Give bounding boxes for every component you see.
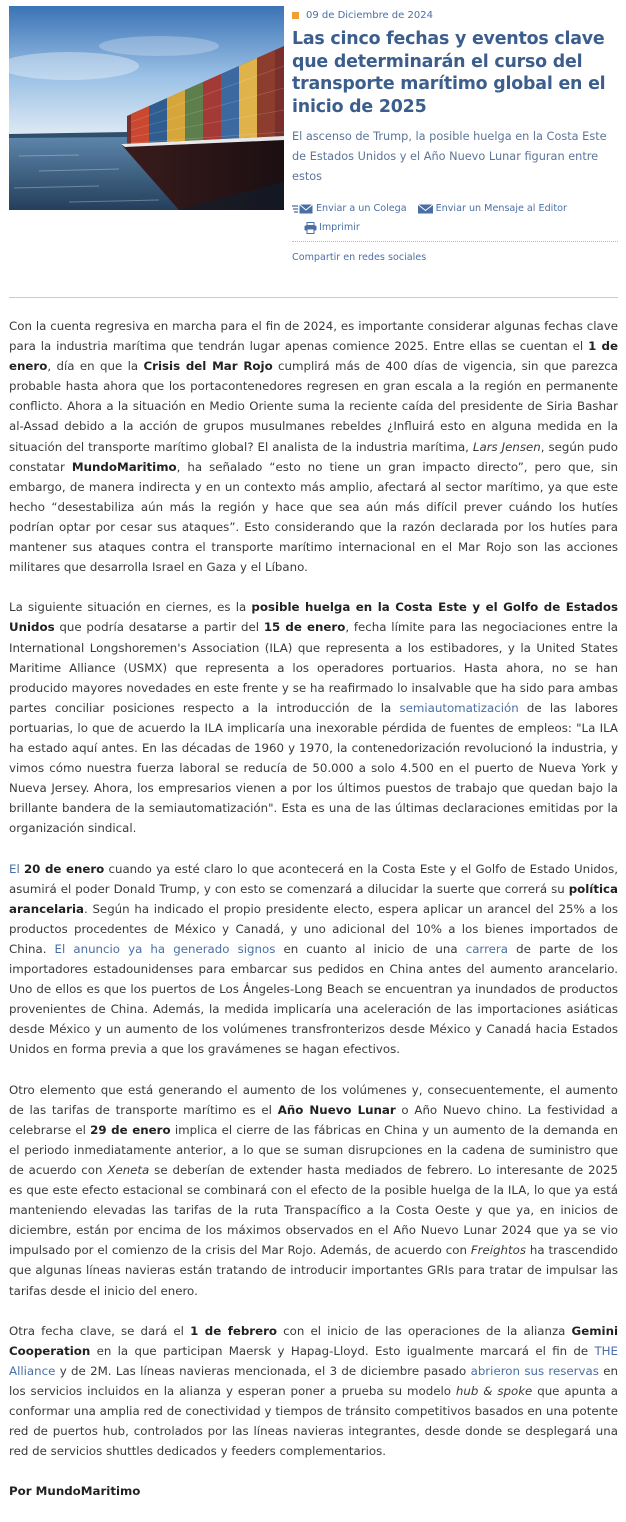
text-segment: de las labores portuarias, lo que de acuerdo la ILA implicaría una inexorable pérdida de fuentes de empleos: "La ILA ha estado aquí antes. En las décadas de 1960 y 1970, la contenedorización revolucionó la industria, y vimos cómo nuestra fuerza laboral se reducía de 50.000 a solo 4.500 en el puerto de Nueva York y Nueva Jersey. Ahora, los empresarios vienen a por los últimos puestos de trabajo que quedan bajo la brillante bandera de la semiautomatización". Esta es una de las últimas declaraciones emitidas por la organización sindical. [9, 700, 619, 836]
text-segment: que apunta a conformar una amplia red de conectividad y tiempos de tránsito competitivos basados en una potente red de puertos hub, controlados por las líneas navieras integrantes, desde donde se desplegará una red de servicios shuttles dedicados y feeders complementarios. [9, 1383, 618, 1459]
italic-text: Xeneta [107, 1162, 150, 1177]
send-editor-link[interactable] [417, 203, 567, 215]
inline-link[interactable]: carrera [465, 941, 509, 956]
send-editor-label: Enviar un Mensaje al Editor [435, 203, 567, 214]
actions-row-2 [292, 218, 618, 237]
inline-link[interactable]: THE Alliance [9, 1343, 618, 1378]
article-header [0, 0, 626, 280]
paragraph-3 [9, 859, 618, 1060]
italic-text: hub & spoke [455, 1383, 533, 1398]
paragraph-1 [9, 316, 618, 577]
byline: Por MundoMaritimo [9, 1484, 141, 1499]
paragraph-4 [9, 1080, 618, 1301]
text-segment: se deberían de extender hasta mediados de febrero. Lo interesante de 2025 es que este efecto estacional se combinará con el efecto de la posible huelga de la ILA, lo que ya está manteniendo elevadas las tarifas de la ruta Transpacífico a la Costa Oeste y que ya, en inicios de diciembre, están por encima de los máximos observados en el Año Nuevo Lunar 2024 que ya se vio impulsado por el comienzo de la crisis del Mar Rojo. Además, de acuerdo con [9, 1162, 618, 1258]
text-segment: , ha señalado “esto no tiene un gran impacto directo”, pero que, sin embargo, de manera indirecta y en un contexto más amplio, afectará al sector marítimo, ya que este hecho “desestabiliza aún más la región y hace que sea aún más difícil prever cuándo los hutíes podrían optar por cesar sus ataques”. Esto considerando que la razón declarada por los hutíes para mantener sus ataques contra el transporte marítimo internacional en el Mar Rojo son las acciones militares que desarrolla Israel en Gaza y el Líbano. [9, 459, 618, 575]
header-separator [9, 297, 618, 298]
container-ship-photo [9, 6, 284, 210]
article-meta [292, 8, 618, 263]
bold-text: Año Nuevo Lunar [277, 1102, 396, 1117]
send-colleague-icon [292, 203, 314, 215]
text-segment: implica el cierre de las fábricas en China y un aumento de la demanda en el periodo inmediatamente anterior, a lo que se suman disrupciones en la cadena de suministro que de acuerdo con [9, 1122, 619, 1177]
bold-text: MundoMaritimo [71, 459, 177, 474]
bold-text: 20 de enero [23, 861, 105, 876]
hero-image [9, 6, 284, 210]
bold-text: 1 de febrero [190, 1323, 278, 1338]
bold-text: política arancelaria [9, 881, 618, 916]
bold-text: Crisis del Mar Rojo [143, 359, 273, 374]
text-segment: cuando ya esté claro lo que acontecerá en la Costa Este y el Golfo de Estado Unidos, asumirá el poder Donald Trump, y con esto se comenzará a dilucidar la suerte que correrá su [9, 861, 618, 896]
send-colleague-link[interactable] [292, 203, 407, 215]
bold-text: 15 de enero [263, 620, 346, 635]
text-segment: en cuanto al inicio de una [275, 941, 466, 956]
article-title: Las cinco fechas y eventos clave que determinarán el curso del transporte marítimo global en el inicio de 2025 [292, 29, 606, 117]
mail-icon [417, 203, 434, 215]
bold-text: 29 de enero [90, 1122, 171, 1137]
share-social-link[interactable]: Compartir en redes sociales [292, 252, 427, 263]
text-segment: con el inicio de las operaciones de la alianza [277, 1323, 572, 1338]
text-segment: , fecha límite para las negociaciones entre la International Longshoremen's Association (ILA) que representa a los estibadores, y la United States Maritime Alliance (USMX) que representa a los operadores portuarios. Hasta ahora, no se han producido mayores novedades en este frente y se ha reafirmado lo insalvable que ha sido para ambas partes conciliar posiciones respecto a la introducción de la [9, 620, 618, 715]
inline-link[interactable]: El anuncio ya ha generado signos [54, 941, 276, 956]
paragraph-2 [9, 597, 618, 838]
text-segment: Con la cuenta regresiva en marcha para el fin de 2024, es importante considerar algunas fechas clave para la industria marítima que tendrán lugar apenas comience 2025. Entre ellas se cuentan el [9, 319, 618, 354]
article-body [9, 316, 618, 1522]
italic-text: Lars Jensen [472, 439, 541, 454]
paragraph-5 [9, 1321, 618, 1462]
actions-row [292, 199, 618, 218]
text-segment: ha trascendido que algunas líneas navieras están tratando de introducir importantes GRIs para tratar de impulsar las tarifas desde el inicio del enero. [9, 1243, 619, 1298]
text-segment: de parte de los importadores estadounidenses para embarcar sus pedidos en China antes del aumento arancelario. Uno de ellos es que los puertos de Los Ángeles-Long Beach se encuentran ya inundados de productos provenientes de China. Además, la medida implicaría una aceleración de las importaciones asiáticas desde México y un aumento de los volúmenes transfronterizos desde México y Canadá hacia Estados Unidos en forma previa a que los gravámenes se hagan efectivos. [9, 941, 618, 1057]
italic-text: Freightos [470, 1243, 526, 1258]
bold-text: 1 de enero [9, 339, 618, 374]
text-segment: Otra fecha clave, se dará el [9, 1323, 191, 1338]
text-segment: o Año Nuevo chino. La festividad a celebrarse el [9, 1102, 618, 1137]
text-segment: cumplirá más de 400 días de vigencia, sin que parezca probable hasta ahora que los portacontenedores regresen en gran escala a la región en permanente conflicto. Ahora a la situación en Medio Oriente suma la reciente caída del presidente de Siria Bashar al-Assad debido a la acción de grupos musulmanes rebeldes ¿Influirá esto en alguna medida en la situación del transporte marítimo global? El analista de la industria marítima, [9, 359, 618, 454]
print-label: Imprimir [319, 222, 360, 233]
text-segment: , según pudo constatar [9, 439, 618, 474]
print-link[interactable] [304, 222, 360, 234]
text-segment: La siguiente situación en ciernes, es la [9, 600, 252, 615]
bold-text: posible huelga en la Costa Este y el Golfo de Estados Unidos [9, 600, 618, 635]
text-segment: en los servicios incluidos en la alianza y esperan poner a prueba su modelo [9, 1363, 618, 1398]
printer-icon [304, 222, 317, 234]
inline-link[interactable]: El [9, 861, 20, 876]
send-colleague-label: Enviar a un Colega [316, 203, 407, 214]
bold-text: Gemini Cooperation [9, 1323, 619, 1358]
date-marker-icon [292, 12, 299, 19]
dotted-divider [292, 241, 618, 242]
article-date: 09 de Diciembre de 2024 [306, 9, 433, 21]
text-segment: Otro elemento que está generando el aumento de los volúmenes y, consecuentemente, el aumento de las tarifas de transporte marítimo es el [9, 1082, 618, 1117]
inline-link[interactable]: semiautomatización [399, 700, 519, 715]
text-segment: y de 2M. Las líneas navieras mencionada, el 3 de diciembre pasado [55, 1363, 471, 1378]
text-segment: . Según ha indicado el propio presidente electo, espera aplicar un arancel del 25% a los productos procedentes de México y Canadá, y uno adicional del 10% a los bienes importados de China. [9, 901, 618, 956]
article-subtitle: El ascenso de Trump, la posible huelga en la Costa Este de Estados Unidos y el Año Nuevo Lunar figuran entre estos [292, 130, 607, 183]
date-row [292, 8, 618, 22]
text-segment: que podría desatarse a partir del [54, 620, 264, 635]
text-segment: en la que participan Maersk y Hapag-Lloyd. Esto igualmente marcará el fin de [90, 1343, 595, 1358]
text-segment: , día en que la [47, 359, 144, 374]
inline-link[interactable]: abrieron sus reservas [470, 1363, 599, 1378]
article-actions [292, 199, 618, 263]
